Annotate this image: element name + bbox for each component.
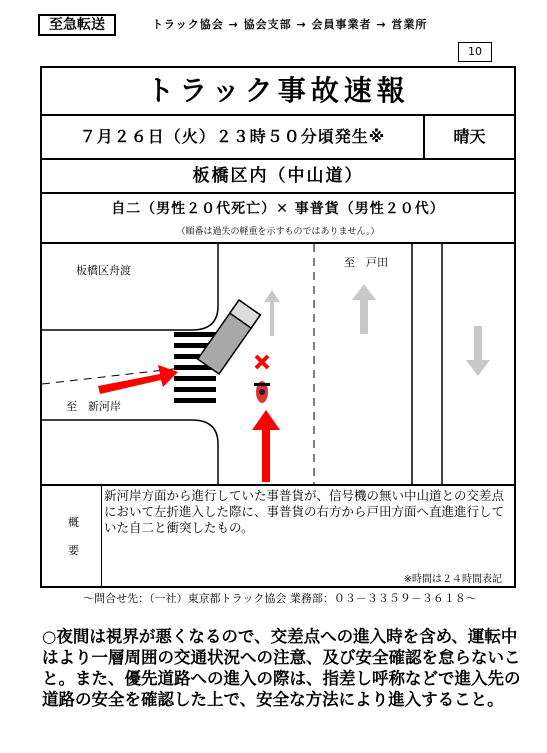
northbound-arrow [264, 290, 280, 336]
contact-info: ～問合せ先：（一社）東京都トラック協会 業務部：０３－３３５９－３６１８～ [83, 592, 477, 605]
collision-mark-icon [256, 356, 268, 368]
intersection-map [42, 244, 514, 484]
distribution-flow: トラック協会 → 協会支部 → 会員事業者 → 営業所 [152, 18, 428, 31]
weather: 晴天 [453, 127, 486, 146]
summary-label-2: 要 [68, 544, 79, 557]
safety-caution: ○夜間は視界が悪くなるので、交差点への進入時を含め、運転中はより一層周囲の交通状況への注意、及び安全確認を怠らないこと。また、優先道路への進入の際は、指差し呼称などで進入先の道路の安全を確認した上で、安全な方法により進入すること。 [42, 627, 521, 709]
summary-text: 新河岸方面から進行していた事普貨が、信号機の無い中山道との交差点において左折進入した際に、事普貨の右方から戸田方面へ直進進行していた自二と衝突したもの。 [104, 488, 505, 535]
accident-diagram [42, 244, 514, 486]
time-footnote: ※時間は２４時間表記 [403, 574, 502, 585]
northbound-lane-arrow [352, 284, 376, 334]
vehicles-row [42, 194, 514, 244]
summary-label-1: 概 [68, 516, 79, 529]
label-shingashi: 至 新河岸 [66, 401, 121, 413]
fault-order-note: （順番は過失の軽重を示すものではありません。） [176, 227, 380, 237]
motorcycle-icon [254, 381, 270, 403]
occurrence-datetime: ７月２６日（火）２３時５０分頃発生※ [42, 116, 425, 158]
summary-section [42, 486, 514, 586]
vehicles-involved: 自二（男性２０代死亡）✕ 事普貨（男性２０代） [111, 201, 445, 217]
motorcycle-path-arrow [252, 410, 280, 482]
page-number: 10 [458, 42, 492, 62]
label-funado: 板橋区舟渡 [76, 265, 131, 277]
urgent-transfer-label: 至急転送 [38, 14, 116, 36]
report-title: トラック事故速報 [42, 68, 514, 116]
report-frame [40, 66, 516, 588]
southbound-lane-arrow [466, 326, 490, 376]
accident-location: 板橋区内（中山道） [42, 160, 514, 194]
road-edge-north-west [42, 244, 218, 330]
summary-label [42, 486, 102, 586]
road-edge-south-west [42, 420, 218, 484]
truck-path-arrow [98, 365, 178, 394]
datetime-row [42, 116, 514, 160]
label-toda: 至 戸田 [344, 257, 388, 269]
